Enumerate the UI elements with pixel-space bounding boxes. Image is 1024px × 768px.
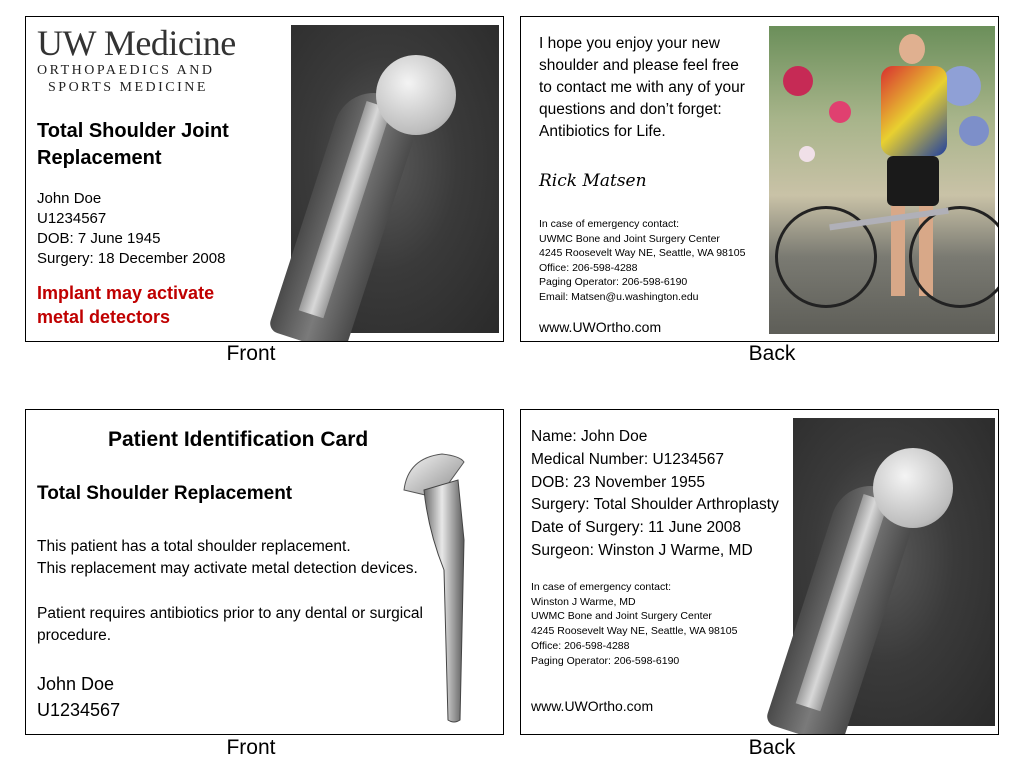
message-line: Antibiotics for Life.	[539, 123, 666, 140]
card-title-line1: Total Shoulder Joint	[37, 120, 229, 142]
info-line: Name: John Doe	[531, 428, 648, 445]
contact-line: UWMC Bone and Joint Surgery Center	[531, 610, 712, 623]
contact-line: In case of emergency contact:	[539, 218, 680, 230]
card-1-front	[25, 16, 504, 342]
contact-line: 4245 Roosevelt Way NE, Seattle, WA 98105	[539, 247, 746, 260]
card-title-line2: Replacement	[37, 147, 162, 169]
logo-subtitle-line1: ORTHOPAEDICS AND	[37, 63, 215, 78]
contact-line: Paging Operator: 206-598-6190	[539, 276, 688, 289]
contact-line: Office: 206-598-4288	[531, 639, 630, 652]
patient-name: John Doe	[37, 190, 102, 207]
info-line: Date of Surgery: 11 June 2008	[531, 519, 741, 537]
contact-line: Email: Matsen@u.washington.edu	[539, 290, 699, 303]
card-heading: Patient Identification Card	[108, 428, 369, 451]
patient-info	[531, 426, 801, 563]
notice-line-4: procedure.	[37, 627, 112, 644]
shoulder-implant-image	[398, 450, 474, 724]
info-line: DOB: 23 November 1955	[531, 473, 706, 491]
message-line: questions and don’t forget:	[539, 101, 722, 118]
card-subheading: Total Shoulder Replacement	[37, 483, 293, 504]
patient-name: John Doe	[37, 674, 115, 694]
message-line: shoulder and please feel free	[539, 57, 739, 74]
contact-line: UWMC Bone and Joint Surgery Center	[539, 232, 720, 245]
notice-line-3: Patient requires antibiotics prior to any dental or surgical	[37, 605, 423, 622]
contact-line: In case of emergency contact:	[531, 581, 672, 593]
contact-line: Paging Operator: 206-598-6190	[531, 654, 680, 667]
patient-dob: DOB: 7 June 1945	[37, 230, 161, 247]
surgery-date: Surgery: 18 December 2008	[37, 250, 226, 267]
website-link[interactable]: www.UWOrtho.com	[531, 698, 654, 714]
info-line: Medical Number: U1234567	[531, 450, 724, 468]
caption-back-2: Back	[748, 736, 796, 759]
patient-id: U1234567	[37, 210, 107, 227]
caption-front-1: Front	[226, 342, 276, 365]
notice-line-1: This patient has a total shoulder replacement.	[37, 538, 351, 555]
info-line: Surgeon: Winston J Warme, MD	[531, 541, 753, 559]
logo-subtitle-line2: SPORTS MEDICINE	[48, 80, 208, 95]
emergency-contact	[531, 580, 781, 668]
metal-detector-warning-line1: Implant may activate	[37, 283, 215, 303]
notice-line-2: This replacement may activate metal detection devices.	[37, 560, 418, 577]
info-line: Surgery: Total Shoulder Arthroplasty	[531, 496, 779, 514]
caption-front-2: Front	[226, 736, 276, 759]
caption-back-1: Back	[748, 342, 796, 365]
shoulder-xray-image	[793, 418, 995, 726]
surgeon-signature: Rick Matsen	[539, 171, 647, 191]
patient-id: U1234567	[37, 700, 121, 720]
metal-detector-warning-line2: metal detectors	[37, 307, 171, 327]
card-1-back	[520, 16, 999, 342]
card-2-front	[25, 409, 504, 735]
message-line: I hope you enjoy your new	[539, 35, 720, 52]
shoulder-xray-image	[291, 25, 499, 333]
surgeon-message	[539, 33, 769, 143]
uw-medicine-logo: UW Medicine	[37, 23, 236, 63]
contact-line: Winston J Warme, MD	[531, 595, 636, 608]
surgeon-cyclist-photo	[769, 26, 995, 334]
emergency-contact	[539, 217, 779, 305]
contact-line: Office: 206-598-4288	[539, 261, 638, 274]
website-link[interactable]: www.UWOrtho.com	[539, 319, 662, 335]
message-line: to contact me with any of your	[539, 79, 745, 96]
card-2-back	[520, 409, 999, 735]
contact-line: 4245 Roosevelt Way NE, Seattle, WA 98105	[531, 625, 738, 638]
